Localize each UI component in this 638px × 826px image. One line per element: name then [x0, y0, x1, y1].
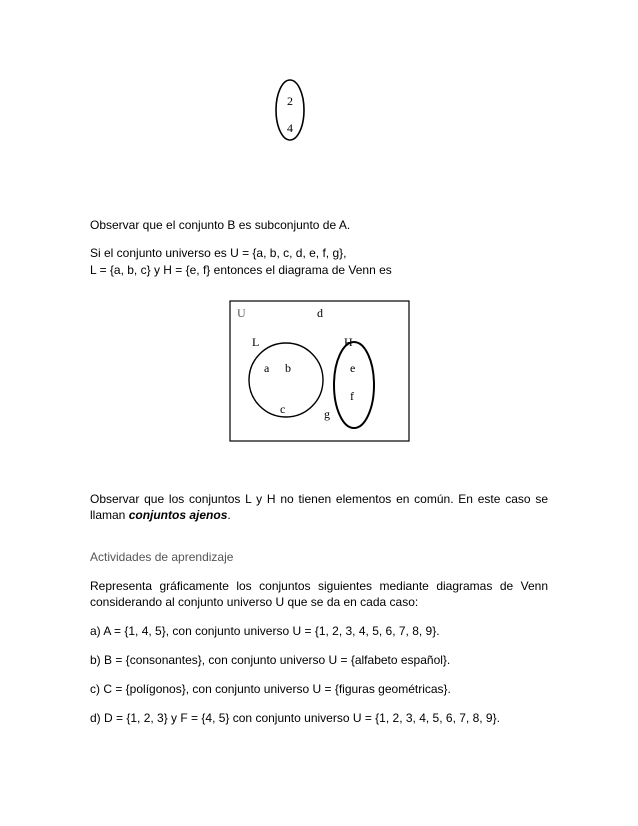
- set-h-label: H: [344, 335, 353, 349]
- activity-item-d: d) D = {1, 2, 3} y F = {4, 5} con conjunto universo U = {1, 2, 3, 4, 5, 6, 7, 8, 9}.: [90, 711, 500, 725]
- set-l-element-b: b: [285, 361, 291, 375]
- set-h-element-f: f: [350, 389, 354, 403]
- set-h-element-e: e: [350, 361, 356, 375]
- activities-intro-line-2: considerando al conjunto universo U que se da en cada caso:: [90, 595, 419, 609]
- disjoint-note-suffix: .: [227, 508, 231, 522]
- universe-label: U: [237, 306, 246, 320]
- activities-heading: Actividades de aprendizaje: [90, 550, 234, 564]
- top-set-fragment: [270, 70, 320, 150]
- set-l-element-a: a: [264, 361, 270, 375]
- top-element-1: 2: [287, 94, 293, 108]
- set-h-ellipse: [334, 342, 374, 428]
- set-l-label: L: [252, 335, 260, 349]
- disjoint-note-prefix: llaman: [90, 508, 129, 522]
- universe-line-2: L = {a, b, c} y H = {e, f} entonces el diagrama de Venn es: [90, 263, 392, 277]
- activity-item-a: a) A = {1, 4, 5}, con conjunto universo U = {1, 2, 3, 4, 5, 6, 7, 8, 9}.: [90, 624, 440, 638]
- subset-note: Observar que el conjunto B es subconjunto de A.: [90, 218, 351, 232]
- outside-element-d: d: [317, 306, 323, 320]
- universe-rectangle: [230, 301, 409, 441]
- set-l-circle: [249, 343, 323, 417]
- activity-item-c: c) C = {polígonos}, con conjunto universo U = {figuras geométricas}.: [90, 682, 451, 696]
- disjoint-note-line-2: [90, 507, 548, 523]
- activity-item-b: b) B = {consonantes}, con conjunto universo U = {alfabeto español}.: [90, 653, 451, 667]
- disjoint-term: conjuntos ajenos: [128, 508, 228, 522]
- outside-element-g: g: [324, 407, 330, 421]
- universe-line-1: Si el conjunto universo es U = {a, b, c, d, e, f, g},: [90, 246, 347, 260]
- venn-diagram: [228, 299, 412, 445]
- set-l-element-c: c: [280, 402, 286, 416]
- top-element-2: 4: [287, 121, 293, 135]
- disjoint-note-line-1: Observar que los conjuntos L y H no tienen elementos en común. En este caso se: [90, 492, 548, 506]
- activities-intro-line-1: Representa gráficamente los conjuntos siguientes mediante diagramas de Venn: [90, 579, 548, 593]
